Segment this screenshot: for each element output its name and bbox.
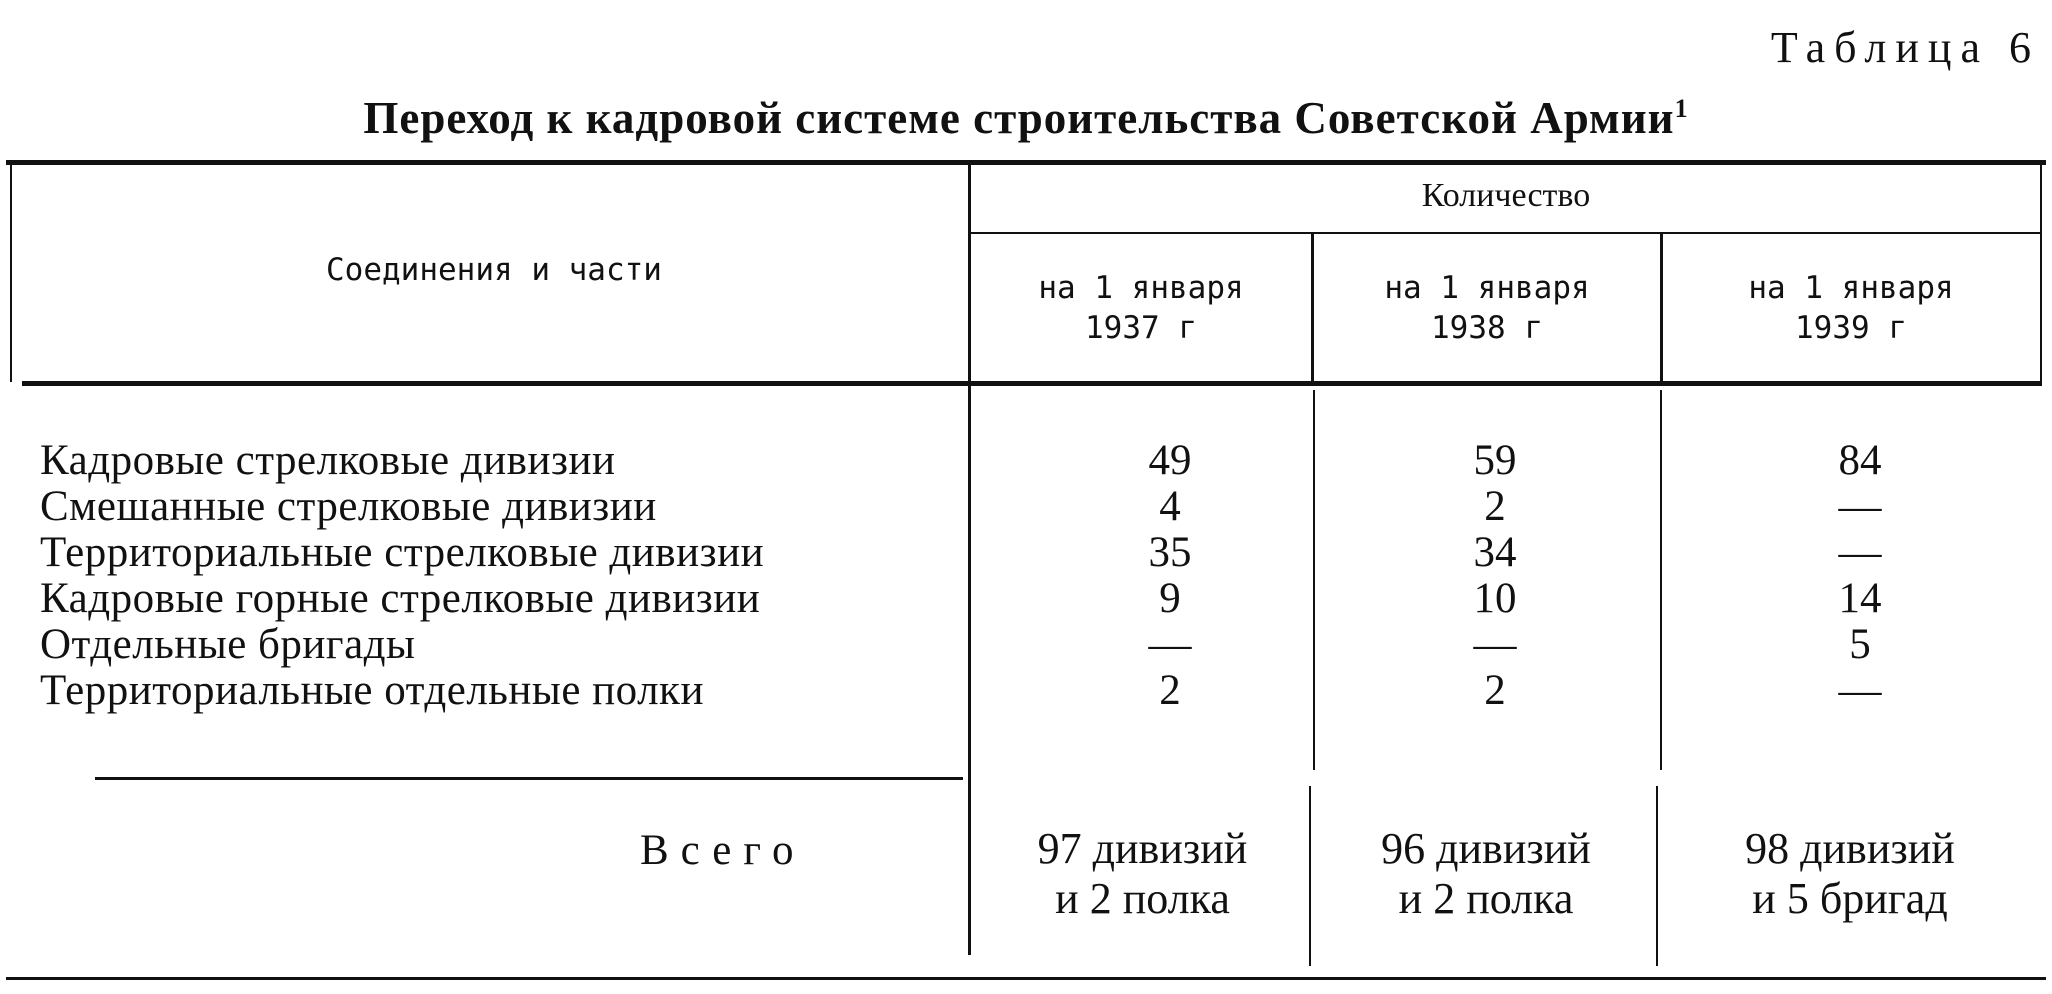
column-divider-1	[968, 165, 971, 955]
header-column-1937-line2: 1937 г	[1085, 310, 1197, 346]
total-1937-line1: 97 дивизий	[1037, 824, 1248, 873]
header-column-1939-line2: 1939 г	[1795, 310, 1907, 346]
group-header-rule	[970, 232, 2042, 234]
table-number: Таблица 6	[1770, 23, 2040, 72]
column-divider-3-body	[1660, 390, 1662, 770]
row-label: Кадровые горные стрелковые дивизии	[40, 575, 761, 622]
header-group-label: Количество	[1421, 177, 1591, 214]
cell-1939: —	[1838, 483, 1882, 530]
cell-1939: 14	[1838, 575, 1882, 622]
cell-1938: 10	[1473, 575, 1517, 622]
cell-1939: 84	[1838, 437, 1882, 484]
cell-1939: —	[1838, 529, 1882, 576]
total-1939-line1: 98 дивизий	[1745, 824, 1955, 873]
cell-1938: 59	[1473, 437, 1517, 484]
cell-1937: 4	[1159, 483, 1181, 530]
row-label: Территориальные стрелковые дивизии	[40, 529, 765, 576]
table-title	[0, 92, 2052, 144]
total-label: Всего	[640, 827, 806, 874]
table-left-border	[10, 165, 12, 382]
row-label: Территориальные отдельные полки	[40, 667, 704, 714]
total-1937-line2: и 2 полка	[1055, 874, 1230, 923]
row-label: Отдельные бригады	[40, 621, 416, 668]
total-1938-line2: и 2 полка	[1398, 874, 1574, 923]
column-divider-2-body	[1313, 390, 1315, 770]
header-column-1938	[1314, 268, 1660, 348]
cell-1937: 2	[1159, 667, 1181, 714]
total-1939-line2: и 5 бригад	[1752, 874, 1948, 923]
title-footnote-mark: 1	[1674, 94, 1689, 123]
cell-1938: —	[1473, 621, 1517, 668]
total-1937	[975, 824, 1310, 924]
cell-1937: 49	[1148, 437, 1192, 484]
total-1938-line1: 96 дивизий	[1381, 824, 1591, 873]
header-column-1939	[1662, 268, 2040, 348]
cell-1937: 35	[1148, 529, 1192, 576]
table-right-border	[2040, 165, 2042, 382]
table-top-rule	[6, 160, 2046, 165]
header-first-column: Соединения и части	[326, 252, 662, 288]
header-bottom-rule	[22, 381, 2042, 386]
cell-1938: 2	[1484, 483, 1506, 530]
table-title-text: Переход к кадровой системе строительства Советской Армии	[363, 93, 1675, 143]
cell-1937: —	[1148, 621, 1192, 668]
total-1938	[1314, 824, 1658, 924]
cell-1939: —	[1838, 667, 1882, 714]
header-column-1937-line1: на 1 января	[1038, 270, 1244, 306]
header-column-1938-line2: 1938 г	[1431, 310, 1543, 346]
header-column-1937	[972, 268, 1310, 348]
table-bottom-rule	[6, 977, 2046, 980]
row-label: Смешанные стрелковые дивизии	[40, 483, 657, 530]
header-column-1939-line1: на 1 января	[1748, 270, 1954, 306]
row-label: Кадровые стрелковые дивизии	[40, 437, 616, 484]
cell-1939: 5	[1849, 621, 1871, 668]
cell-1938: 34	[1473, 529, 1517, 576]
total-separator-rule	[95, 777, 963, 780]
total-1939	[1660, 824, 2040, 924]
header-column-1938-line1: на 1 января	[1384, 270, 1590, 306]
cell-1937: 9	[1159, 575, 1181, 622]
cell-1938: 2	[1484, 667, 1506, 714]
